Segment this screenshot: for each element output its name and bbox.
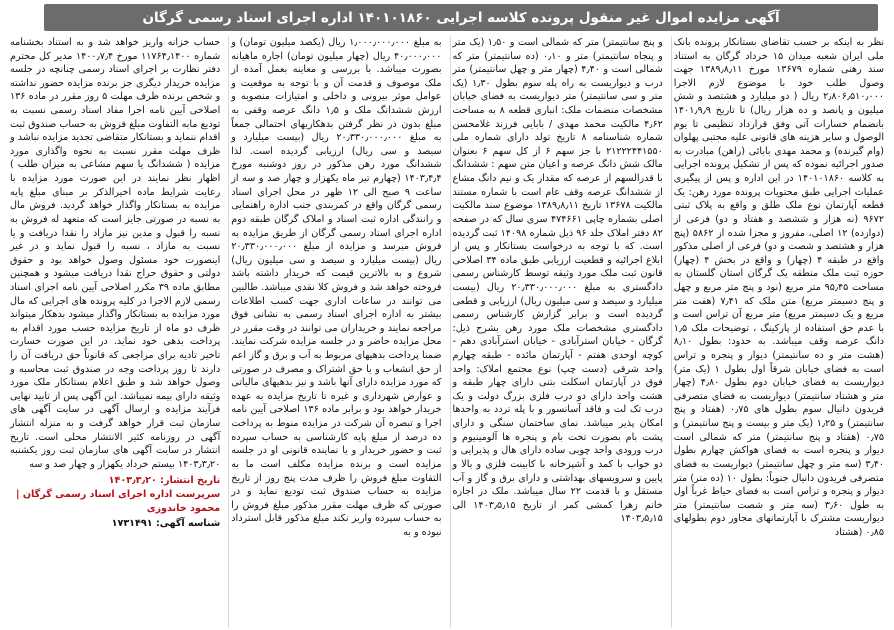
text-column-4 <box>8 36 222 628</box>
publish-date: تاریخ انتشار: ۱۴۰۳٫۳٫۲۰ <box>108 474 221 486</box>
text-column-1 <box>671 36 886 628</box>
paragraph: حساب خزانه واریز خواهد شد و به استناد بخشنامه شماره ۱۱۷۶۴٫۱۴۰۰ مورخ ۱۴۰۰٫۷٫۴ مدیر کل محترم دفتر نظارت بر اجرای اسناد رسمی چنانچه در جلسه مزایده خریدار دیگری جز برنده مزایده حضور نداشته و شخص برنده ظرف مهلت ۵ روز مقرر در ماده ۱۳۶ اصلاحی آیین نامه اجرا مفاد اسناد رسمی نسبت به تودیع مابه التفاوت مبلغ فروش به حساب صندوق ثبت اقدام ننماید و بستانکار متقاضی تجدید مزایده نباشد و ظرف مهلت مقرر نسبت به نحوه واگذاری مورد مزایده ( ششدانگ یا سهم مشاعی به میزان طلب ) اظهار نظر نمایند در این صورت مورد مزایده با رعایت شرایط ماده اخیرالذکر بر مبنای مبلغ پایه مزایده به بستانکار واگذار خواهد گردید. فروش مال به نسبه در صورتی جایز است که متعهد له فروش به نسبه را قبول و مدین نیز مازاد را نقدا دریافت و یا نسبت به مازاد ، نسبه را قبول نماید و در غیر اینصورت خود مسئول وصول خواهد بود و حقوق دولتی و حقوق حراج نقدا دریافت میشود و همچنین مطابق ماده ۳۹ مکرر اصلاحی آیین نامه اجرای اسناد رسمی لازم الاجرا در کلیه پرونده های اجرایی که مال مورد مزایده به بستانکار واگذار میشود بدهکار میتواند ظرف دو ماه از تاریخ مزایده حسب مورد اقدام به پرداخت بدهی خود نماید. در این صورت خسارت تاخیر تادیه برای مراجعی که قانوناً حق دریافت آن را دارند تا روز پرداخت وجه در صندوق ثبت محاسبه و وصول خواهد شد و طبق اعلام بستانکار ملک مورد وثیقه دارای بیمه نمیباشد. این آگهی پس از تایید نهایی فرآیند مزایده و ارسال آگهی در سایت آگهی های سازمان ثبت قرار خواهد گرفت و به منزله انتشار آگهی در روزنامه کثیر الانتشار محلی است. تاریخ انتشار در سایت آگهی های سازمان ثبت روز یکشنبه ۱۴۰۳٫۳٫۲۰ بیستم خرداد یکهزار و چهار صد و سه <box>10 37 221 470</box>
ad-id: شناسه آگهی: ۱۷۳۱۴۹۱ <box>111 517 221 529</box>
signatory: سرپرست اداره اجرای اسناد رسمی گرگان | محمود خاندوزی <box>16 488 221 515</box>
paragraph: به مبلغ ۱٫۰۰۰٫۰۰۰٫۰۰۰ ریال (یکصد میلیون تومان) و ۴۰٫۰۰۰٫۰۰۰ ریال (چهار میلیون تومان) اجاره ماهیانه بصورت میباشد. با بررسی و معاینه بعمل آمده از ملک موصوف و قدمت آن و با توجه به موقعیت و عوامل موثر بیرونی و داخلی و امتیازات منصوبه و ارزش ششدانگ ملک و ۱٫۵ دانگ عرصه وقفی به مبلغ بدون در نظر گرفتن بدهکاریهای احتمالی جمعاً به مبلغ ۲۰٫۳۳۰٫۰۰۰٫۰۰۰ ریال (بیست میلیارد و سیصد و سی ریال) ارزیابی گردیده است. لذا ششدانگ مورد رهن مذکور در روز دوشنبه مورخ ۱۴۰۳٫۴٫۴ (چهارم تیر ماه یکهزار و چهار صد و سه از ساعت ۹ صبح الی ۱۲ ظهر در محل اجرای اسناد رسمی گرگان واقع در کمربندی جنب اداره راهنمایی و رانندگی اداره ثبت اسناد و املاک گرگان طبقه دوم اداره اجرای اسناد رسمی گرگان از طریق مزایده به فروش میرسد و مزایده از مبلغ ۲۰٫۳۳۰٫۰۰۰٫۰۰۰ ریال (بیست میلیارد و سیصد و سی میلیون ریال) شروع و به بالاترین قیمت که خریدار داشته باشد فروخته خواهد شد و فروش کلا نقدی میباشد. طالبین می توانند در ساعات اداری جهت کسب اطلاعات بیشتر به اداره اجرای اسناد رسمی به نشانی فوق مراجعه نمایند و خریداران می توانند در وقت مقرر در محل مزایده حاضر و در جلسه مزایده شرکت نمایند. ضمنا پرداخت بدهیهای مربوط به آب و برق و گاز اعم از حق انشعاب و یا حق اشتراک و مصرف در صورتی که مورد مزایده دارای آنها باشد و نیز بدهیهای مالیاتی و عوارض شهرداری و غیره تا تاریخ مزایده به عهده خریدار خواهد بود و برابر ماده ۱۳۶ اصلاحی آیین نامه اجرا و تبصره آن شرکت در مزایده منوط به پرداخت ده درصد از مبلغ پایه کارشناسی به حساب سپرده ثبت و حضور خریدار و یا نماینده قانونی او در جلسه مزایده است و برنده مزایده مکلف است ما به التفاوت مبلغ فروش را ظرف مدت پنج روز از تاریخ مزایده به حساب صندوق ثبت تودیع نماید و در صورتی که ظرف مهلت مقرر مذکور مبلغ فروش را به حساب سپرده واریز نکند مبلغ مذکور قابل استرداد نبوده و به <box>231 37 442 538</box>
text-column-2 <box>450 36 665 628</box>
paragraph: نظر به اینکه بر حسب تقاضای بستانکار پرونده بانک ملی ایران شعبه میدان ۱۵ خرداد گرگان به استناد سند رهنی شماره ۱۳۶۷۹ مورخ ۱۳۸۹٫۸٫۱۱ جهت وصول طلب خود با موضوع لازم الاجرا ۲٫۸۰۶٫۵۱۰٫۰۰۰ ریال ( دو میلیارد و هشتصد و شش میلیون و پانصد و ده هزار ریال) تا تاریخ ۱۴۰۱٫۹٫۹ بانضمام خسارات آتی وفق قرارداد تنظیمی تا یوم الوصول و سایر هزینه های قانونی علیه مجتبی پهلوان (وام گیرنده) و محمد مهدی بابائی (راهن) مبادرت به صدور اجرائیه نموده که پس از تشکیل پرونده اجرایی به کلاسه ۱۴۰۱۰۱۸۶۰ در این اداره و پس از پیگیری عملیات اجرایی طبق محتویات پرونده مورد رهن: یک قطعه آپارتمان نوع ملک طلق و واقع به پلاک ثبتی ۹۶۷۲ (نه هزار و ششصد و هفتاد و دو) فرعی از (دوازده) ۱۲ اصلی، مفروز و مجزا شده از ۵۸۶۲ (پنج هزار و هشتصد و شصت و دو) فرعی از اصلی مذکور واقع در طبقه ۴ (چهار) و واقع در بخش ۴ (چهار) حوزه ثبت ملک منطقه یک گرگان استان گلستان به مساحت ۹۵٫۴۵ متر مربع (نود و پنج متر مربع و چهل و پنج دسیمتر مربع) متن ملک که ۷٫۴۱ (هفت متر مربع و یک دسیمتر مربع) متر مربع آن تراس است و با عدم حق استفاده از پارکینگ ، توضیحات ملک ۱٫۵ دانگ عرصه وقف میباشد. به حدود: بطول ۸٫۱۰ (هشت متر و ده سانتیمتر) دیوار و پنجره و تراس است به فضای خیابان شرقاً اول بطول ۱ (یک متر) دیواریست به فضای خیابان دوم بطول ۴٫۸۰ (چهار متر و هشتاد سانتیمتر) دیواریست به فضای متصرفی فریدون دانیال سوم بطول های ۰٫۷۵ (هفتاد و پنج سانتیمتر) و ۱٫۲۵ (یک متر و بیست و پنج سانتیمتر) و ۰٫۷۵ (هفتاد و پنج سانتیمتر) متر که شمالی است دیوار و پنجره است به فضای هواکش چهارم بطول ۳٫۴۰ (سه متر و چهل سانتیمتر) دیواریست به فضای متصرفی فریدون دانیال جنوباً: بطول ۱۰ (ده متر) متر دیوار و پنجره و تراس است به فضای حیاط غرباً اول به طول ۳٫۶۰ (سه متر و شصت سانتیمتر) متر دیواریست مشترک با آپارتمانهای مجاور دوم بطولهای ۰٫۸۵ (هشتاد <box>673 37 885 538</box>
signature-block <box>10 474 220 532</box>
paragraph: و پنج سانتیمتر) متر که شمالی است و ۱٫۵۰ (یک متر و پنجاه سانتیمتر) متر و ۰٫۱۰ (ده سانتیمتر) متر که شمالی است و ۴٫۴۰ (چهار متر و چهل سانتیمتر) متر درب و دیواریست به راه پله سوم بطول ۱٫۳۰ (یک متر و سی سانتیمتر) متر دیواریست به فضای خیابان مشخصات منضمات ملک: انباری قطعه ۸ به مساحت ۴٫۶۲ مالکیت محمد مهدی / بابایی فرزند غلامحسن شماره شناسنامه ۸ تاریخ تولد دارای شماره ملی ۲۱۲۲۲۴۴۱۵۵۰ با جز سهم ۶ از کل سهم ۶ بعنوان مالک شش دانگ عرصه و اعیان متن سهم : ششدانگ با قدرالسهم از عرصه که مقدار یک و نیم دانگ مشاع از ششدانگ عرصه وقف عام است با شماره مستند مالکیت ۱۳۶۷۸ تاریخ ۱۳۸۹٫۸٫۱۱ موضوع سند مالکیت اصلی بشماره چاپی ۴۷۴۶۶۱ سری سال که در صفحه ۸۲ دفتر املاک جلد ۹۶ ذیل شماره ۱۴۰۹۸ ثبت گردیده است. که با توجه به درخواست بستانکار و پس از ابلاغ اجرائیه و قطعیت ارزیابی طبق ماده ۳۴ اصلاحی قانون ثبت ملک مورد وثیقه توسط کارشناس رسمی دادگستری به مبلغ ۲۰٫۳۳۰٫۰۰۰٫۰۰۰ ریال (بیست میلیارد و سیصد و سی میلیون ریال) ارزیابی و قطعی گردیده است و برابر گزارش کارشناس رسمی دادگستری مشخصات ملک مورد رهن بشرح ذیل: گرگان - خیابان استرآبادی - خیابان استرآبادی دهم - کوچه اوحدی هفتم - آپارتمان مائده - طبقه چهارم واحد شرقی (دست چپ) نوع مجتمع املاک: واحد فوق در آپارتمان اسکلت بتنی دارای چهار طبقه و هشت واحد دارای دو درب فلزی بزرگ دولت و یک درب تک لت و فاقد آسانسور و با پله تردد به واحدها امکان پذیر میباشد. نمای ساختمان سنگی و دارای پشت بام بصورت تخت بام و پنجره ها آلومینیوم و درب ورودی واحد چوبی ساده دارای هال و پذیرایی و دو خواب با کمد و آشپزخانه با کابینت فلزی و بالا و پایین و سرویسهای بهداشتی و دارای برق و گاز و آب مستقل و با قدمت ۲۲ سال میباشد. ملک در اجاره خانم زهرا کمشی کمر از تاریخ ۱۴۰۳٫۵٫۱۵ الی ۱۴۰۳٫۵٫۱۵ <box>452 37 663 525</box>
text-column-3 <box>228 36 443 628</box>
notice-body <box>8 36 886 628</box>
notice-title: آگهی مزایده اموال غیر منقول پرونده کلاسه اجرایی ۱۴۰۱۰۱۸۶۰ اداره اجرای اسناد رسمی گرگان <box>44 4 878 31</box>
